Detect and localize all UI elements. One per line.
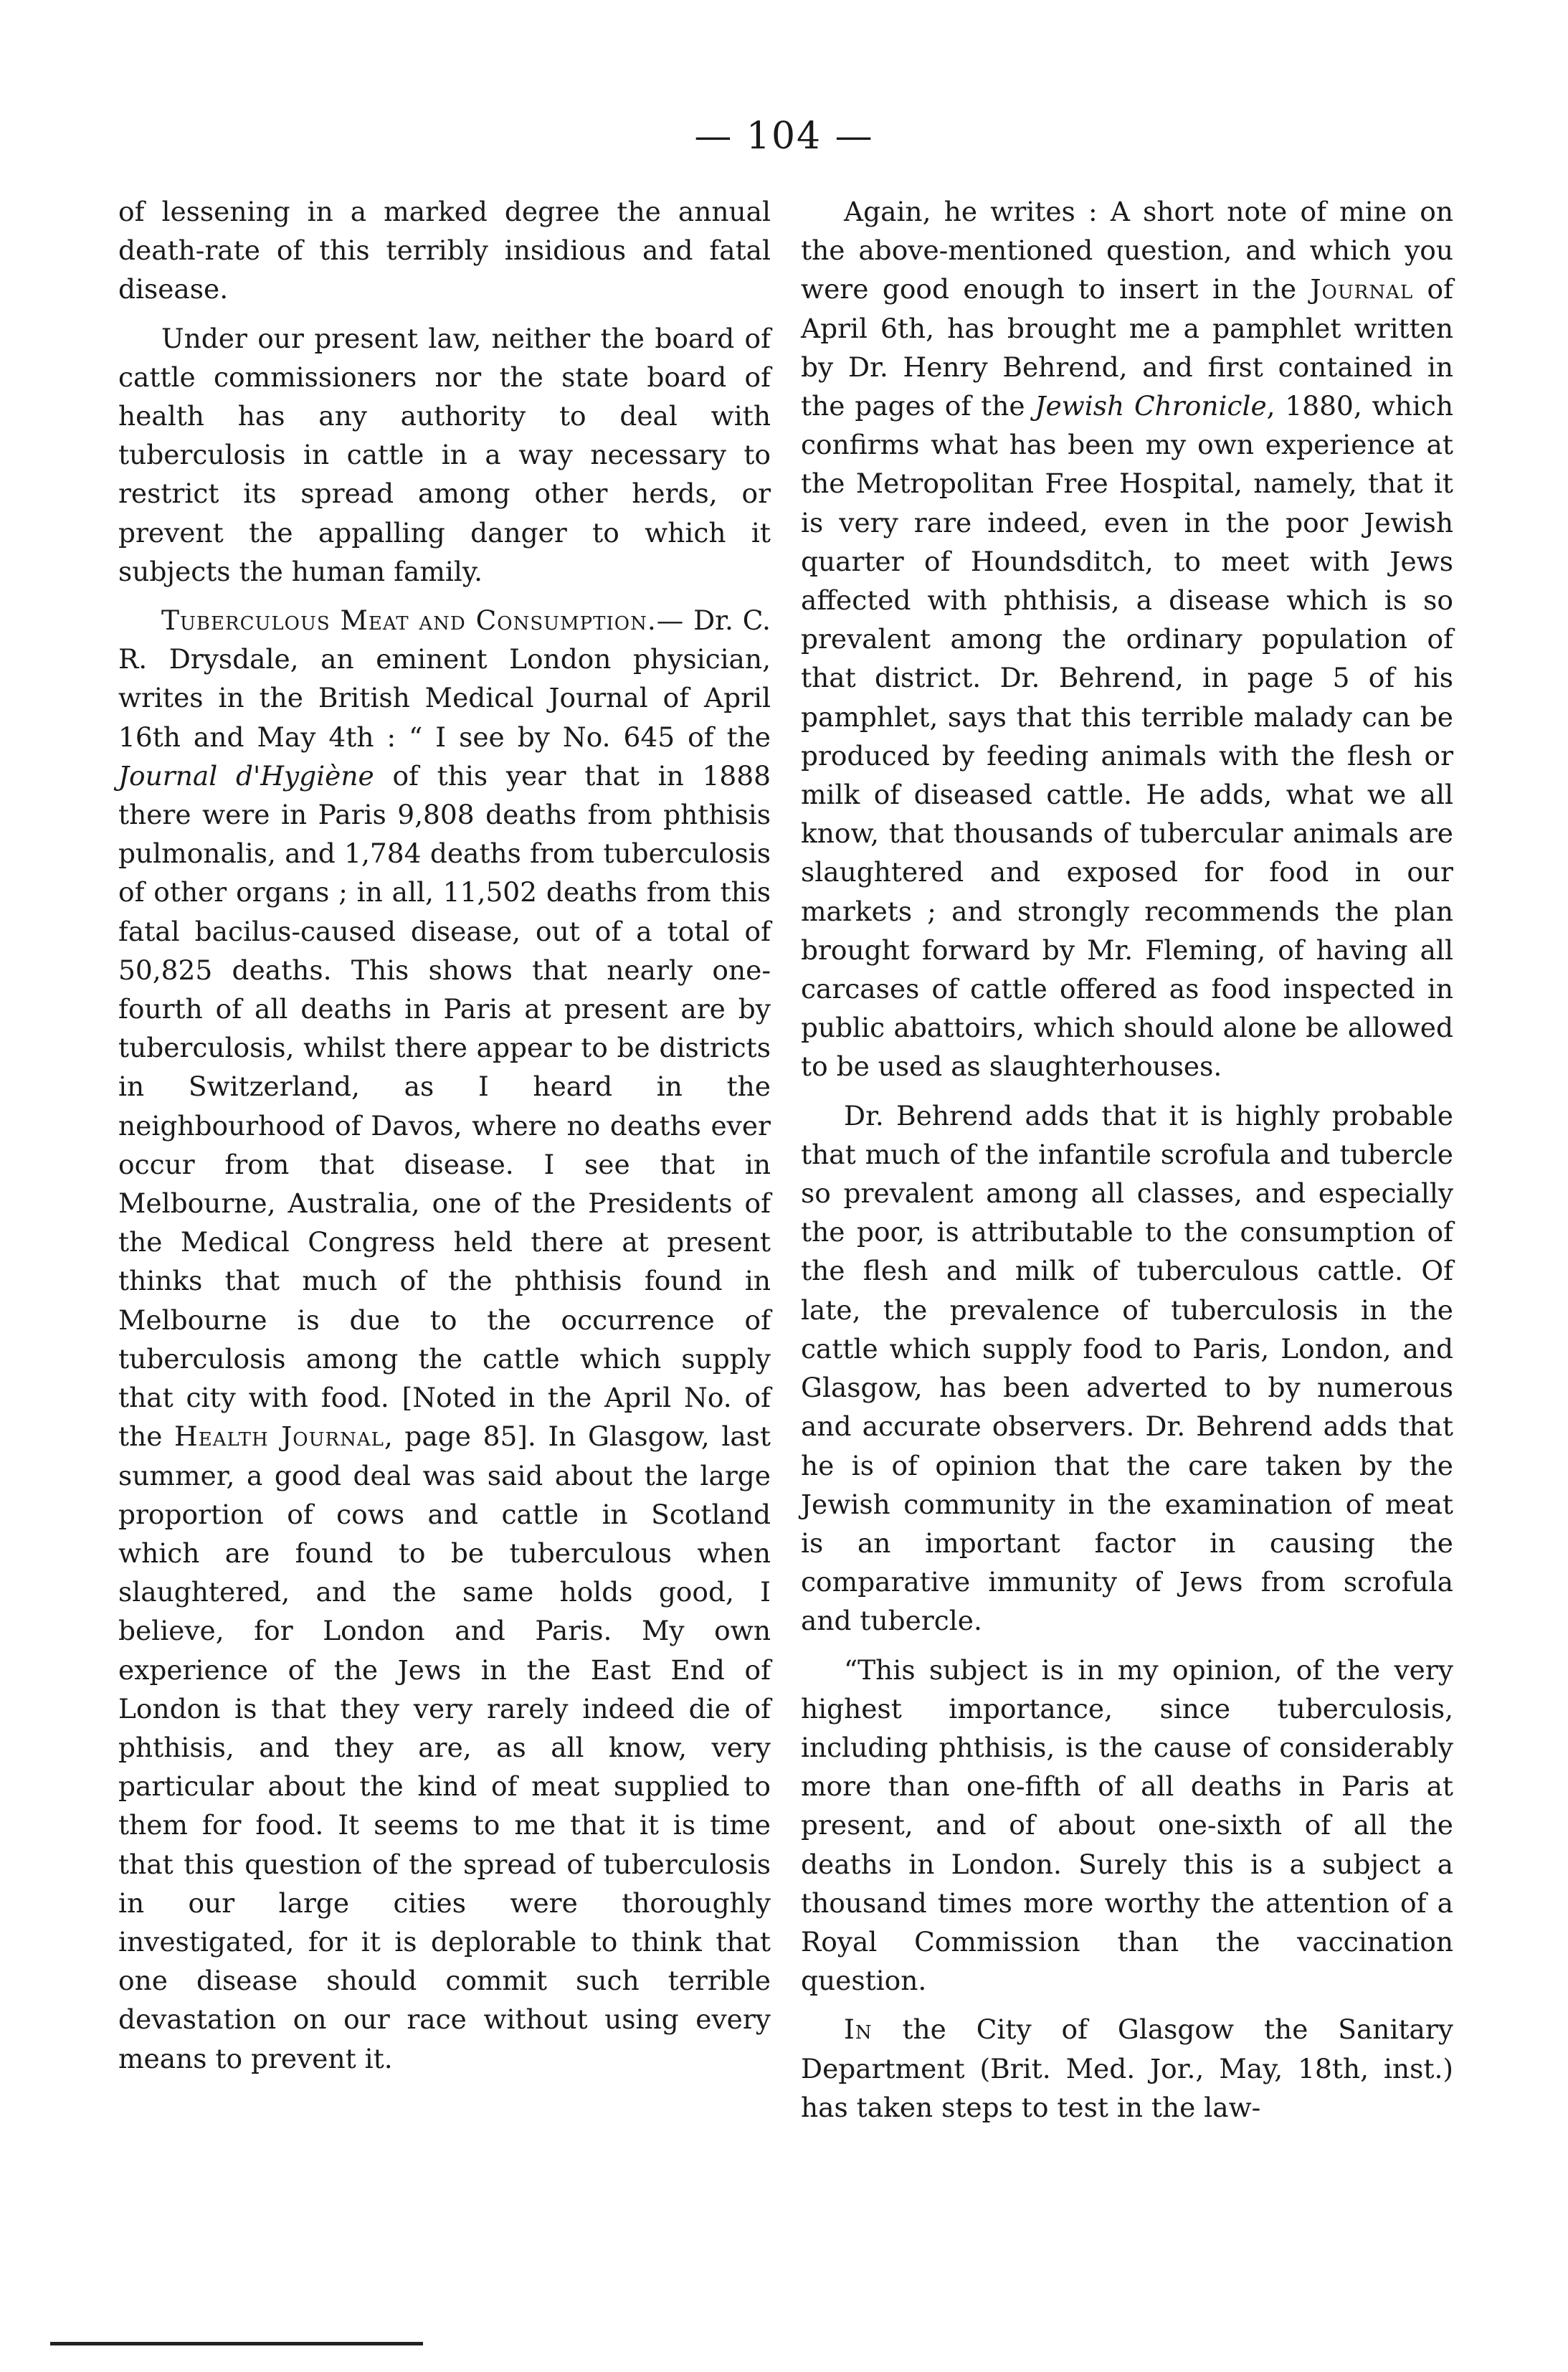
paragraph-lead-word: In [844,2013,873,2046]
drysdale-text-c: , page 85]. In Glasgow, last summer, a good deal was said about the large proportion of cows and cattle in Scotland which are found to be tuberculous when slaughtered, and the same holds good, I believe, for London and Paris. My own experience of the Jews in the East End of London is that they very rarely indeed die of phthisis, and they are, as all know, very particular about the kind of meat supplied to them for food. It seems to me that it is time that this question of the spread of tuberculosis in our large cities were thoroughly investigated, for it is deplorable to think that one disease should commit such terrible devastation on our race without using every means to prevent it. [118,1420,771,2074]
behrend-text-a: Again, he writes : A short note of mine on the above-mentioned question, and which you were good enough to insert in the [801,196,1453,305]
drysdale-text-a: Dr. C. R. Drysdale, an eminent London physician, writes in the British Medical Journal of April 16th and May 4th : “ I see by No. 645 of the [118,604,771,753]
journal-hygiene-title: Journal d'Hygiène [118,759,374,792]
drysdale-text-b: of this year that in 1888 there were in Paris 9,808 deaths from phthisis pulmonalis, and 1,784 deaths from tuberculosis of other organs ; in all, 11,502 deaths from this fatal bacilus-caused disease, out of a total of 50,825 deaths. This shows that nearly one-fourth of all deaths in Paris at present are by tuberculosis, whilst there appear to be districts in Switzerland, as I heard in the neighbourhood of Davos, where no deaths ever occur from that disease. I see that in Melbourne, Australia, one of the Presidents of the Medical Congress held there at present thinks that much of the phthisis found in Melbourne is due to the occurrence of tuberculosis among the cattle which supply that city with food. [Noted in the April No. of the [118,759,771,1453]
behrend-text-b: of April 6th, has brought me a pamphlet written by Dr. Henry Behrend, and first contained in the pages of the [801,273,1453,422]
journal-title: Journal [1310,273,1414,305]
section-heading: Tuberculous Meat and Consumption.— [161,604,685,637]
right-column [801,192,1453,2137]
health-journal-title: Health Journal [174,1420,384,1453]
paragraph-highest-importance: “This subject is in my opinion, of the very highest importance, since tuberculosis, including phthisis, is the cause of considerably more than one-fifth of all deaths in Paris at present, and of about one-sixth of all the deaths in London. Surely this is a subject a thousand times more worthy the attention of a Royal Commission than the vaccination question. [801,1654,1453,1997]
paragraph-behrend-adds: Dr. Behrend adds that it is highly probable that much of the infantile scrofula and tubercle so prevalent among all classes, and especially the poor, is attributable to the consumption of the flesh and milk of tuberculous cattle. Of late, the prevalence of tuberculosis in the cattle which supply food to Paris, London, and Glasgow, has been adverted to by numerous and accurate observers. Dr. Behrend adds that he is of opinion that the care taken by the Jewish community in the examination of meat is an important factor in causing the comparative immunity of Jews from scrofula and tubercle. [801,1099,1453,1637]
glasgow-text: the City of Glasgow the Sanitary Department (Brit. Med. Jor., May, 18th, inst.) has taken steps to test in the law- [801,2013,1453,2123]
paragraph-tuberculous-meat [118,601,771,2078]
page-number: — 104 — [694,115,874,158]
paragraph-continued: of lessening in a marked degree the annual death-rate of this terribly insidious and fatal disease. [118,196,771,305]
paragraph-glasgow [801,2010,1453,2127]
jewish-chronicle-title: Jewish Chronicle [1035,390,1267,422]
paragraph-again-he-writes [801,192,1453,1086]
left-column [118,192,771,2088]
behrend-text-c: , 1880, which confirms what has been my own experience at the Metropolitan Free Hospital, namely, that it is very rare indeed, even in the poor Jewish quarter of Houndsditch, to meet with Jews affected with phthisis, a disease which is so prevalent among the ordinary population of that district. Dr. Behrend, in page 5 of his pamphlet, says that this terrible malady can be produced by feeding animals with the flesh or milk of diseased cattle. He adds, what we all know, that thousands of tubercular animals are slaughtered and exposed for food in our markets ; and strongly recommends the plan brought forward by Mr. Fleming, of having all carcases of cattle offered as food inspected in public abattoirs, which should alone be allowed to be used as slaughterhouses. [801,390,1453,1083]
paragraph-present-law: Under our present law, neither the board of cattle commissioners nor the state board of health has any authority to deal with tuberculosis in cattle in a way necessary to restrict its spread among other herds, or prevent the appalling danger to which it subjects the human family. [118,322,771,587]
bottom-rule [50,2342,423,2345]
